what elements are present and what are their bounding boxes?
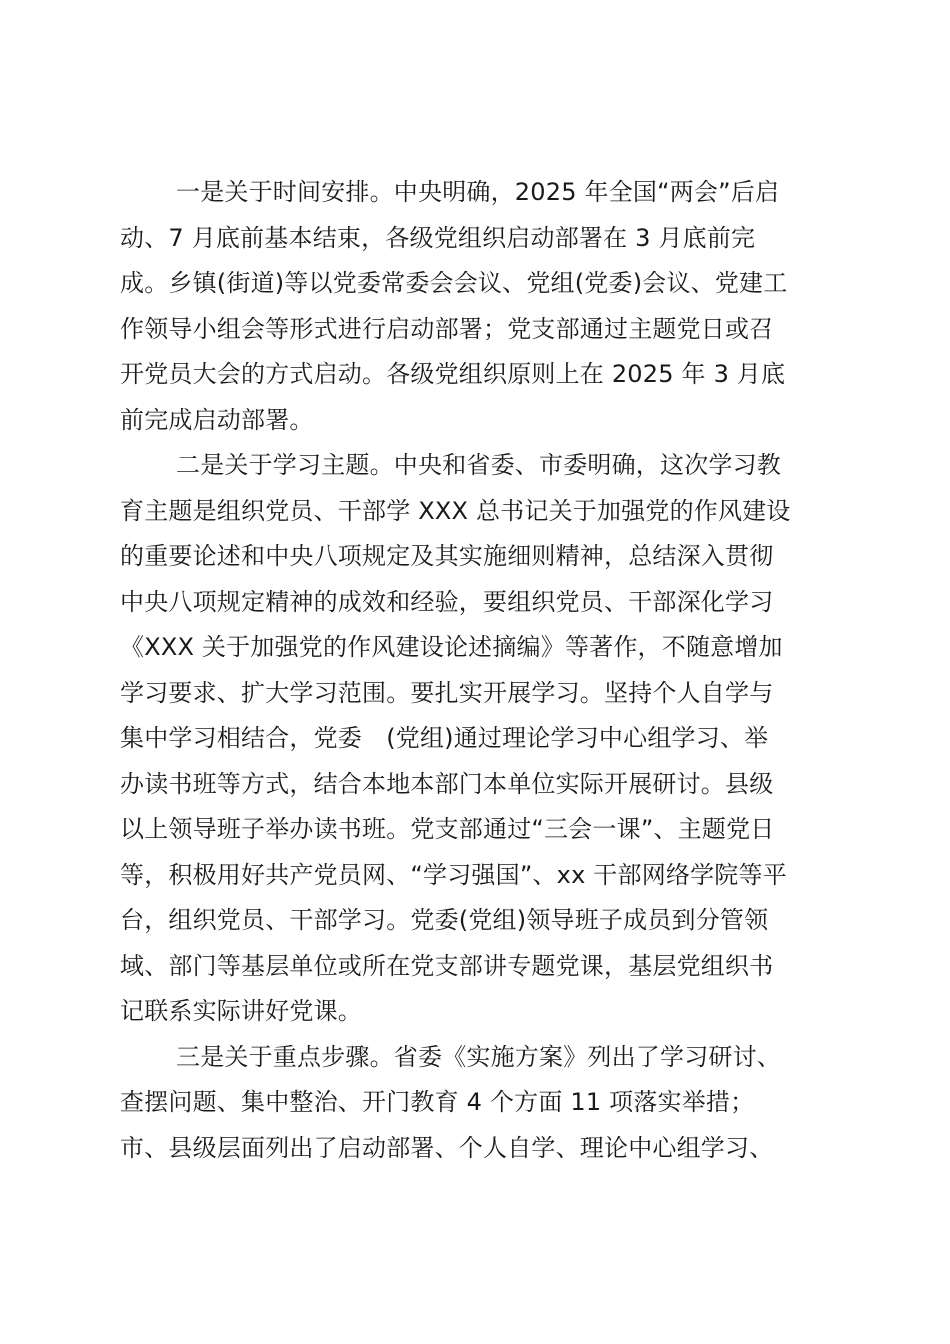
paragraph-study-theme (120, 443, 840, 1035)
text-line: 记联系实际讲好党课。 (120, 997, 362, 1025)
text-line: 前完成启动部署。 (120, 405, 314, 434)
text-line: 市、县级层面列出了启动部署、个人自学、理论中心组学习、 (120, 1133, 774, 1162)
text-line: 集中学习相结合，党委 (党组)通过理论学习中心组学习、举 (120, 724, 769, 752)
text-line: 育主题是组织党员、干部学 XXX 总书记关于加强党的作风建设 (120, 496, 791, 525)
document-body (120, 170, 840, 1171)
text-line: 的重要论述和中央八项规定及其实施细则精神，总结深入贯彻 (120, 542, 774, 570)
text-line: 台，组织党员、干部学习。党委(党组)领导班子成员到分管领 (120, 906, 769, 934)
text-line: 查摆问题、集中整治、开门教育 4 个方面 11 项落实举措； (120, 1088, 755, 1116)
text-line: 办读书班等方式，结合本地本部门本单位实际开展研讨。县级 (120, 769, 774, 798)
text-line: 成。乡镇(街道)等以党委常委会会议、党组(党委)会议、党建工 (120, 269, 788, 297)
text-line: 一是关于时间安排。中央明确，2025 年全国“两会”后启 (176, 178, 780, 206)
paragraph-time-arrangement (120, 170, 840, 443)
text-line: 《XXX 关于加强党的作风建设论述摘编》等著作，不随意增加 (120, 633, 783, 661)
text-line: 域、部门等基层单位或所在党支部讲专题党课，基层党组织书 (120, 951, 774, 980)
text-line: 学习要求、扩大学习范围。要扎实开展学习。坚持个人自学与 (120, 678, 774, 707)
text-line: 等，积极用好共产党员网、“学习强国”、xx 干部网络学院等平 (120, 860, 787, 889)
text-line: 三是关于重点步骤。省委《实施方案》列出了学习研讨、 (176, 1042, 781, 1071)
text-line: 开党员大会的方式启动。各级党组织原则上在 2025 年 3 月底 (120, 360, 786, 388)
text-line: 以上领导班子举办读书班。党支部通过“三会一课”、主题党日 (120, 815, 775, 843)
paragraph-key-steps (120, 1035, 840, 1172)
text-line: 中央八项规定精神的成效和经验，要组织党员、干部深化学习 (120, 587, 774, 616)
text-line: 作领导小组会等形式进行启动部署；党支部通过主题党日或召 (120, 314, 774, 343)
text-line: 动、7 月底前基本结束，各级党组织启动部署在 3 月底前完 (120, 223, 756, 252)
text-line: 二是关于学习主题。中央和省委、市委明确，这次学习教 (176, 451, 781, 479)
